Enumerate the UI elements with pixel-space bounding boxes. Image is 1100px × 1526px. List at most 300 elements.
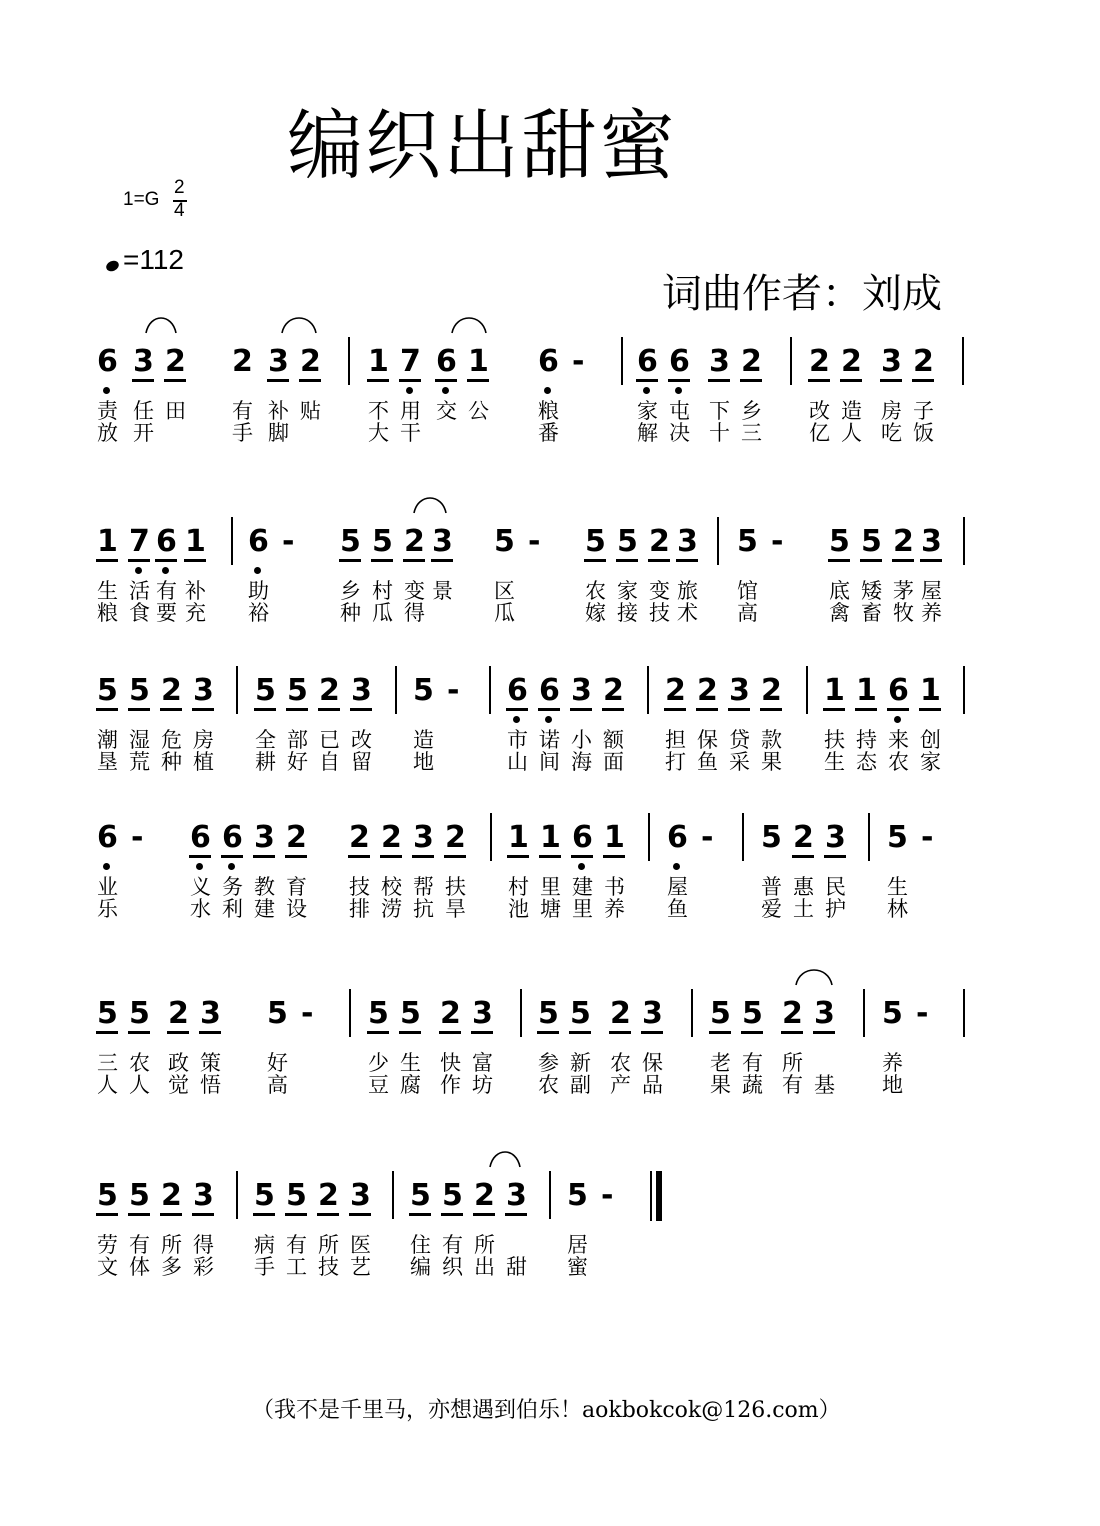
jianpu-note: 5 <box>97 1178 118 1213</box>
lyric-verse1-char: 医 <box>350 1233 371 1257</box>
jianpu-note: 1 <box>368 344 389 379</box>
lyric-verse2-char: 塘 <box>540 897 561 921</box>
lyric-verse1-char: 村 <box>508 875 529 899</box>
lyric-verse2-char: 农 <box>538 1073 559 1097</box>
lyric-verse2-char: 亿 <box>809 421 830 445</box>
lyric-verse2-char: 放 <box>97 421 118 445</box>
jianpu-note: 5 <box>494 524 515 559</box>
lyric-verse1-char: 矮 <box>861 579 882 603</box>
slur <box>796 970 832 985</box>
jianpu-note: 1 <box>540 820 561 855</box>
lyric-verse2-char: 彩 <box>193 1255 214 1279</box>
lyric-verse2-char: 好 <box>287 750 308 774</box>
lyric-verse1-char: 款 <box>761 728 782 752</box>
lyric-verse1-char: 粮 <box>538 399 559 423</box>
lyric-verse1-char: 改 <box>351 728 372 752</box>
lyric-verse1-char: 补 <box>268 399 289 423</box>
lyric-verse2-char: 打 <box>665 750 686 774</box>
lyric-verse1-char: 部 <box>287 728 308 752</box>
lyric-verse1-char: 乡 <box>741 399 762 423</box>
jianpu-note: 5 <box>254 1178 275 1213</box>
lyric-verse2-char: 地 <box>882 1073 903 1097</box>
lyric-verse1-char: 田 <box>165 399 186 423</box>
lyric-verse1-char: 所 <box>782 1051 803 1075</box>
lyric-verse1-char: 小 <box>571 728 592 752</box>
jianpu-note: 1 <box>824 673 845 708</box>
lyric-verse2-char: 悟 <box>200 1073 221 1097</box>
lyric-verse2-char: 多 <box>161 1255 182 1279</box>
lyric-verse2-char: 脚 <box>268 421 289 445</box>
lyric-verse2-char: 出 <box>474 1255 495 1279</box>
jianpu-note: 3 <box>133 344 154 379</box>
lyric-verse1-char: 有 <box>286 1233 307 1257</box>
lyric-verse2-char: 态 <box>856 750 877 774</box>
lyric-verse1-char: 家 <box>637 399 658 423</box>
jianpu-note: 5 <box>567 1178 588 1213</box>
lyric-verse1-char: 公 <box>468 399 489 423</box>
lyric-verse2-char: 工 <box>286 1255 307 1279</box>
lyric-verse2-char: 农 <box>888 750 909 774</box>
lyric-verse2-char: 编 <box>410 1255 431 1279</box>
lyric-verse2-char: 基 <box>814 1073 835 1097</box>
lyric-verse1-char: 农 <box>610 1051 631 1075</box>
jianpu-note: 3 <box>571 673 592 708</box>
lyric-verse1-char: 养 <box>882 1051 903 1075</box>
lyric-verse2-char: 瓜 <box>372 601 393 625</box>
jianpu-note: 6 <box>248 524 269 559</box>
lyric-verse1-char: 家 <box>617 579 638 603</box>
tempo-value: =112 <box>123 244 184 275</box>
dash-note: - <box>701 820 714 855</box>
lyric-verse1-char: 村 <box>372 579 393 603</box>
lyric-verse2-char: 留 <box>351 750 372 774</box>
jianpu-note: 2 <box>168 996 189 1031</box>
dash-note: - <box>572 344 585 379</box>
lyric-verse2-char: 要 <box>156 601 177 625</box>
lyric-verse2-char: 蜜 <box>567 1255 588 1279</box>
slur <box>490 1152 520 1167</box>
lyric-verse2-char: 林 <box>887 897 908 921</box>
lyric-verse1-char: 造 <box>413 728 434 752</box>
jianpu-note: 6 <box>190 820 211 855</box>
dash-note: - <box>528 524 541 559</box>
lyric-verse1-char: 居 <box>567 1233 588 1257</box>
jianpu-note: 6 <box>222 820 243 855</box>
lyric-verse2-char: 间 <box>539 750 560 774</box>
lyric-verse1-char: 农 <box>585 579 606 603</box>
lyric-verse1-char: 保 <box>697 728 718 752</box>
jianpu-note: 2 <box>893 524 914 559</box>
jianpu-note: 2 <box>793 820 814 855</box>
jianpu-note: 3 <box>193 1178 214 1213</box>
jianpu-note: 2 <box>913 344 934 379</box>
lyric-verse2-char: 爱 <box>761 897 782 921</box>
lyric-verse1-char: 所 <box>318 1233 339 1257</box>
jianpu-note: 2 <box>404 524 425 559</box>
jianpu-note: 1 <box>920 673 941 708</box>
lyric-verse1-char: 任 <box>133 399 154 423</box>
key-signature: 1=G <box>123 189 160 210</box>
lyric-verse1-char: 农 <box>129 1051 150 1075</box>
lyric-verse2-char: 解 <box>637 421 658 445</box>
lyric-verse2-char: 决 <box>669 421 690 445</box>
slur <box>414 498 446 513</box>
lyric-verse1-char: 市 <box>507 728 528 752</box>
time-signature-bottom: 4 <box>174 200 185 221</box>
lyric-verse1-char: 扶 <box>824 728 845 752</box>
lyric-verse2-char: 充 <box>185 601 206 625</box>
lyric-verse2-char: 手 <box>254 1255 275 1279</box>
lyric-verse2-char: 土 <box>793 897 814 921</box>
lyric-verse2-char: 体 <box>129 1255 150 1279</box>
jianpu-note: 2 <box>165 344 186 379</box>
lyric-verse1-char: 有 <box>156 579 177 603</box>
lyric-verse1-char: 来 <box>888 728 909 752</box>
dash-note: - <box>771 524 784 559</box>
jianpu-note: 5 <box>710 996 731 1031</box>
jianpu-note: 3 <box>193 673 214 708</box>
jianpu-note: 2 <box>474 1178 495 1213</box>
slur <box>282 318 316 333</box>
jianpu-note: 5 <box>617 524 638 559</box>
jianpu-note: 3 <box>506 1178 527 1213</box>
dash-note: - <box>921 820 934 855</box>
lyric-verse2-char: 饭 <box>913 421 934 445</box>
lyric-verse1-char: 不 <box>368 399 389 423</box>
jianpu-note: 3 <box>729 673 750 708</box>
lyric-verse2-char: 粮 <box>97 601 118 625</box>
lyric-verse2-char: 得 <box>404 601 425 625</box>
lyric-verse2-char: 织 <box>442 1255 463 1279</box>
lyric-verse2-char: 腐 <box>400 1073 421 1097</box>
lyric-verse1-char: 育 <box>286 875 307 899</box>
jianpu-note: 3 <box>254 820 275 855</box>
lyric-verse1-char: 贴 <box>300 399 321 423</box>
lyric-verse1-char: 得 <box>193 1233 214 1257</box>
lyric-verse1-char: 屋 <box>667 875 688 899</box>
jianpu-note: 7 <box>400 344 421 379</box>
jianpu-note: 5 <box>129 996 150 1031</box>
lyric-verse2-char: 接 <box>617 601 638 625</box>
jianpu-note: 2 <box>319 673 340 708</box>
lyric-verse2-char: 果 <box>761 750 782 774</box>
jianpu-note: 2 <box>649 524 670 559</box>
jianpu-note: 2 <box>161 1178 182 1213</box>
lyric-verse1-char: 危 <box>161 728 182 752</box>
lyric-verse2-char: 觉 <box>168 1073 189 1097</box>
slur <box>146 318 176 333</box>
jianpu-note: 5 <box>882 996 903 1031</box>
lyric-verse1-char: 屋 <box>921 579 942 603</box>
jianpu-note: 1 <box>468 344 489 379</box>
jianpu-note: 3 <box>351 673 372 708</box>
jianpu-note: 2 <box>809 344 830 379</box>
jianpu-note: 2 <box>445 820 466 855</box>
lyric-verse2-char: 畜 <box>861 601 882 625</box>
jianpu-note: 5 <box>372 524 393 559</box>
jianpu-note: 2 <box>381 820 402 855</box>
jianpu-note: 5 <box>287 673 308 708</box>
lyric-verse2-char: 建 <box>254 897 275 921</box>
lyric-verse2-char: 种 <box>161 750 182 774</box>
lyric-verse2-char: 涝 <box>381 897 402 921</box>
lyric-verse1-char: 有 <box>129 1233 150 1257</box>
jianpu-note: 1 <box>604 820 625 855</box>
lyric-verse2-char: 艺 <box>350 1255 371 1279</box>
jianpu-note: 2 <box>741 344 762 379</box>
jianpu-note: 5 <box>97 996 118 1031</box>
lyric-verse1-char: 馆 <box>737 579 758 603</box>
lyric-verse1-char: 策 <box>200 1051 221 1075</box>
jianpu-note: 2 <box>440 996 461 1031</box>
lyric-verse2-char: 大 <box>368 421 389 445</box>
lyric-verse1-char: 富 <box>472 1051 493 1075</box>
lyric-verse2-char: 抗 <box>413 897 434 921</box>
lyric-verse1-char: 里 <box>540 875 561 899</box>
jianpu-note: 6 <box>97 820 118 855</box>
lyric-verse2-char: 牧 <box>893 601 914 625</box>
lyric-verse2-char: 山 <box>507 750 528 774</box>
lyric-verse1-char: 屯 <box>669 399 690 423</box>
lyric-verse1-char: 业 <box>97 875 118 899</box>
lyric-verse2-char: 嫁 <box>585 601 606 625</box>
lyric-verse1-char: 书 <box>604 875 625 899</box>
jianpu-note: 5 <box>442 1178 463 1213</box>
jianpu-note: 2 <box>300 344 321 379</box>
lyric-verse1-char: 房 <box>193 728 214 752</box>
jianpu-note: 5 <box>267 996 288 1031</box>
jianpu-note: 6 <box>156 524 177 559</box>
jianpu-note: 5 <box>400 996 421 1031</box>
lyric-verse1-char: 参 <box>538 1051 559 1075</box>
lyric-verse1-char: 子 <box>913 399 934 423</box>
lyric-verse1-char: 已 <box>319 728 340 752</box>
lyric-verse2-char: 高 <box>737 601 758 625</box>
lyric-verse1-char: 贷 <box>729 728 750 752</box>
jianpu-note: 6 <box>667 820 688 855</box>
jianpu-note: 2 <box>286 820 307 855</box>
lyric-verse2-char: 乐 <box>97 897 118 921</box>
lyric-verse1-char: 义 <box>190 875 211 899</box>
lyric-verse1-char: 少 <box>368 1051 389 1075</box>
jianpu-note: 1 <box>97 524 118 559</box>
jianpu-note: 3 <box>921 524 942 559</box>
dash-note: - <box>301 996 314 1031</box>
lyric-verse1-char: 诺 <box>539 728 560 752</box>
lyric-verse1-char: 校 <box>381 875 402 899</box>
lyric-verse1-char: 额 <box>603 728 624 752</box>
jianpu-note: 3 <box>200 996 221 1031</box>
jianpu-note: 6 <box>97 344 118 379</box>
lyric-verse2-char: 坊 <box>472 1073 493 1097</box>
lyric-verse1-char: 生 <box>97 579 118 603</box>
lyric-verse2-char: 池 <box>508 897 529 921</box>
slur <box>452 318 486 333</box>
lyric-verse1-char: 病 <box>254 1233 275 1257</box>
lyric-verse2-char: 副 <box>570 1073 591 1097</box>
jianpu-note: 5 <box>861 524 882 559</box>
lyric-verse2-char: 人 <box>97 1073 118 1097</box>
jianpu-note: 5 <box>761 820 782 855</box>
jianpu-note: 2 <box>665 673 686 708</box>
time-signature-top: 2 <box>174 177 185 198</box>
jianpu-note: 6 <box>436 344 457 379</box>
lyric-verse1-char: 景 <box>432 579 453 603</box>
lyric-verse1-char: 下 <box>709 399 730 423</box>
lyric-verse2-char: 家 <box>920 750 941 774</box>
lyric-verse2-char: 干 <box>400 421 421 445</box>
lyric-verse1-char: 茅 <box>893 579 914 603</box>
lyric-verse2-char: 果 <box>710 1073 731 1097</box>
lyric-verse1-char: 变 <box>404 579 425 603</box>
lyric-verse2-char: 海 <box>571 750 592 774</box>
lyric-verse2-char: 技 <box>649 601 670 625</box>
song-title: 编织出甜蜜 <box>287 101 677 190</box>
jianpu-note: 6 <box>507 673 528 708</box>
lyric-verse1-char: 有 <box>442 1233 463 1257</box>
lyric-verse2-char: 术 <box>677 601 698 625</box>
jianpu-note: 6 <box>572 820 593 855</box>
lyric-verse2-char: 吃 <box>881 421 902 445</box>
lyric-verse1-char: 补 <box>185 579 206 603</box>
lyric-verse1-char: 有 <box>742 1051 763 1075</box>
jianpu-note: 2 <box>232 344 253 379</box>
lyric-verse2-char: 作 <box>440 1073 461 1097</box>
lyric-verse1-char: 务 <box>222 875 243 899</box>
jianpu-note: 3 <box>677 524 698 559</box>
jianpu-note: 5 <box>368 996 389 1031</box>
lyric-verse1-char: 全 <box>255 728 276 752</box>
lyric-verse2-char: 自 <box>319 750 340 774</box>
lyric-verse1-char: 保 <box>642 1051 663 1075</box>
jianpu-note: 6 <box>888 673 909 708</box>
lyric-verse2-char: 养 <box>921 601 942 625</box>
lyric-verse1-char: 快 <box>440 1051 461 1075</box>
jianpu-note: 1 <box>856 673 877 708</box>
lyric-verse2-char: 养 <box>604 897 625 921</box>
lyric-verse2-char: 甜 <box>506 1255 527 1279</box>
jianpu-note: 2 <box>841 344 862 379</box>
jianpu-note: 5 <box>129 1178 150 1213</box>
lyric-verse2-char: 开 <box>133 421 154 445</box>
lyric-verse2-char: 技 <box>318 1255 339 1279</box>
lyric-verse1-char: 劳 <box>97 1233 118 1257</box>
jianpu-note: 7 <box>129 524 150 559</box>
lyric-verse2-char: 豆 <box>368 1073 389 1097</box>
lyric-verse2-char: 地 <box>413 750 434 774</box>
lyric-verse2-char: 人 <box>841 421 862 445</box>
lyric-verse2-char: 人 <box>129 1073 150 1097</box>
lyric-verse1-char: 用 <box>400 399 421 423</box>
lyric-verse1-char: 改 <box>809 399 830 423</box>
jianpu-note: 2 <box>697 673 718 708</box>
jianpu-note: 5 <box>538 996 559 1031</box>
jianpu-note: 2 <box>603 673 624 708</box>
jianpu-note: 5 <box>129 673 150 708</box>
lyric-verse2-char: 里 <box>572 897 593 921</box>
lyric-verse1-char: 交 <box>436 399 457 423</box>
lyric-verse2-char: 手 <box>232 421 253 445</box>
lyric-verse1-char: 创 <box>920 728 941 752</box>
lyric-verse2-char: 蔬 <box>742 1073 763 1097</box>
lyric-verse2-char: 垦 <box>97 750 118 774</box>
jianpu-note: 5 <box>887 820 908 855</box>
lyric-verse2-char: 鱼 <box>667 897 688 921</box>
lyric-verse1-char: 所 <box>161 1233 182 1257</box>
jianpu-note: 1 <box>508 820 529 855</box>
jianpu-note: 2 <box>318 1178 339 1213</box>
lyric-verse1-char: 老 <box>710 1051 731 1075</box>
lyric-verse1-char: 变 <box>649 579 670 603</box>
lyric-verse1-char: 造 <box>841 399 862 423</box>
jianpu-note: 3 <box>825 820 846 855</box>
jianpu-note: 3 <box>642 996 663 1031</box>
lyric-verse2-char: 禽 <box>829 601 850 625</box>
jianpu-note: 5 <box>829 524 850 559</box>
jianpu-note: 2 <box>161 673 182 708</box>
jianpu-note: 3 <box>432 524 453 559</box>
lyric-verse2-char: 排 <box>349 897 370 921</box>
jianpu-note: 5 <box>413 673 434 708</box>
lyric-verse1-char: 民 <box>825 875 846 899</box>
lyric-verse2-char: 产 <box>610 1073 631 1097</box>
lyric-verse1-char: 惠 <box>793 875 814 899</box>
jianpu-note: 5 <box>742 996 763 1031</box>
lyric-verse1-char: 助 <box>248 579 269 603</box>
lyric-verse2-char: 文 <box>97 1255 118 1279</box>
lyric-verse1-char: 教 <box>254 875 275 899</box>
jianpu-note: 5 <box>286 1178 307 1213</box>
lyric-verse1-char: 乡 <box>340 579 361 603</box>
lyric-verse2-char: 番 <box>538 421 559 445</box>
lyric-verse1-char: 三 <box>97 1051 118 1075</box>
jianpu-note: 5 <box>585 524 606 559</box>
lyric-verse1-char: 责 <box>97 399 118 423</box>
jianpu-note: 2 <box>761 673 782 708</box>
lyric-verse2-char: 高 <box>267 1073 288 1097</box>
jianpu-note: 2 <box>782 996 803 1031</box>
lyric-verse1-char: 政 <box>168 1051 189 1075</box>
lyric-verse2-char: 品 <box>642 1073 663 1097</box>
lyric-verse2-char: 种 <box>340 601 361 625</box>
lyric-verse1-char: 生 <box>887 875 908 899</box>
lyric-verse1-char: 技 <box>349 875 370 899</box>
jianpu-note: 3 <box>413 820 434 855</box>
jianpu-note: 5 <box>570 996 591 1031</box>
dash-note: - <box>601 1178 614 1213</box>
lyric-verse1-char: 旅 <box>677 579 698 603</box>
jianpu-note: 5 <box>97 673 118 708</box>
lyric-verse1-char: 普 <box>761 875 782 899</box>
lyric-verse1-char: 帮 <box>413 875 434 899</box>
lyric-verse2-char: 三 <box>741 421 762 445</box>
jianpu-note: 5 <box>255 673 276 708</box>
lyric-verse1-char: 潮 <box>97 728 118 752</box>
jianpu-note: 3 <box>881 344 902 379</box>
lyric-verse2-char: 食 <box>129 601 150 625</box>
lyric-verse2-char: 生 <box>824 750 845 774</box>
lyric-verse1-char: 生 <box>400 1051 421 1075</box>
lyric-verse1-char: 房 <box>881 399 902 423</box>
jianpu-note: 6 <box>669 344 690 379</box>
author-credit: 词曲作者：刘成 <box>662 271 942 317</box>
lyric-verse1-char: 建 <box>572 875 593 899</box>
lyric-verse2-char: 护 <box>825 897 846 921</box>
lyric-verse2-char: 植 <box>193 750 214 774</box>
lyric-verse2-char: 瓜 <box>494 601 515 625</box>
dash-note: - <box>131 820 144 855</box>
lyric-verse2-char: 设 <box>286 897 307 921</box>
